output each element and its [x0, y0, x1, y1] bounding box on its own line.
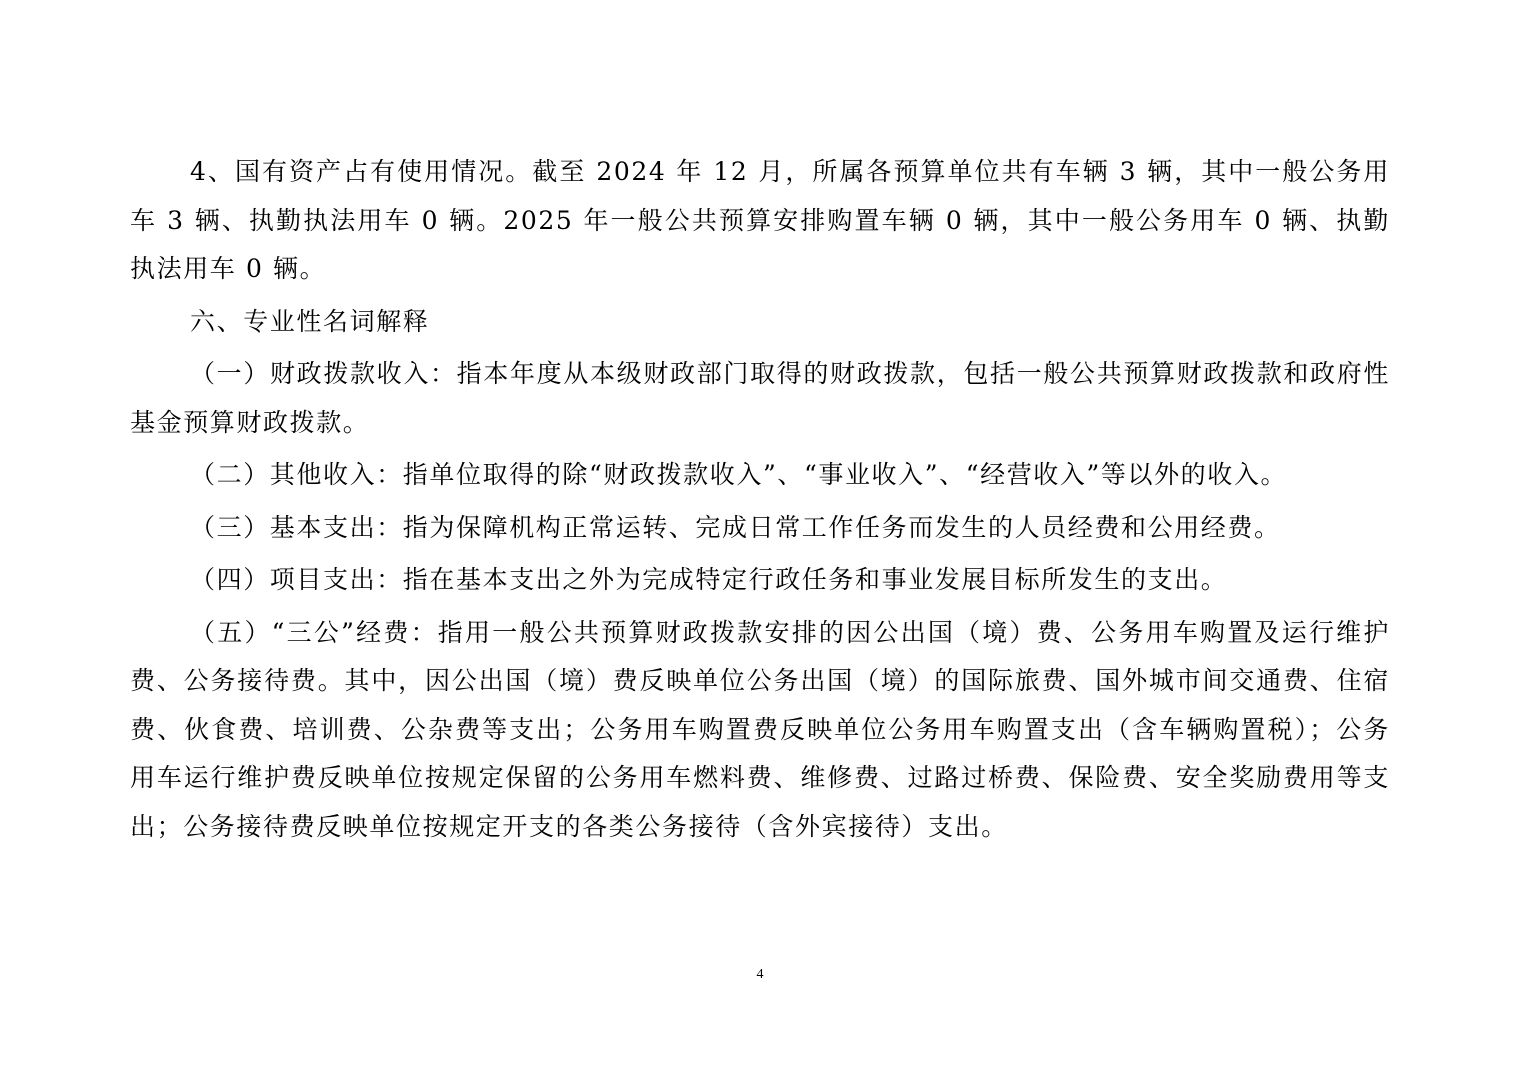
paragraph-other-income: （二）其他收入：指单位取得的除“财政拨款收入”、“事业收入”、“经营收入”等以外的收入。	[190, 460, 1288, 489]
section-heading-glossary: 六、专业性名词解释	[190, 306, 430, 336]
page-number: 4	[756, 967, 764, 982]
document-body	[130, 148, 1390, 855]
paragraph-project-expenditure: （四）项目支出：指在基本支出之外为完成特定行政任务和事业发展目标所发生的支出。	[190, 565, 1228, 594]
paragraph-three-public-expenses: （五）“三公”经费：指用一般公共预算财政拨款安排的因公出国（境）费、公务用车购置及运行维护费、公务接待费。其中，因公出国（境）费反映单位公务出国（境）的国际旅费、国外城市间交通费、住宿费、伙食费、培训费、公杂费等支出；公务用车购置费反映单位公务用车购置支出（含车辆购置税）；公务用车运行维护费反映单位按规定保留的公务用车燃料费、维修费、过路过桥费、保险费、安全奖励费用等支出；公务接待费反映单位按规定开支的各类公务接待（含外宾接待）支出。	[130, 617, 1390, 841]
paragraph-basic-expenditure: （三）基本支出：指为保障机构正常运转、完成日常工作任务而发生的人员经费和公用经费。	[190, 512, 1281, 542]
paragraph-state-assets: 4、国有资产占有使用情况。截至 2024 年 12 月，所属各预算单位共有车辆 3 辆，其中一般公务用车 3 辆、执勤执法用车 0 辆。2025 年一般公共预算安排购置车辆 0 辆，其中一般公务用车 0 辆、执勤执法用车 0 辆。	[130, 157, 1390, 283]
paragraph-fiscal-appropriation-income: （一）财政拨款收入：指本年度从本级财政部门取得的财政拨款，包括一般公共预算财政拨款和政府性基金预算财政拨款。	[130, 359, 1390, 437]
